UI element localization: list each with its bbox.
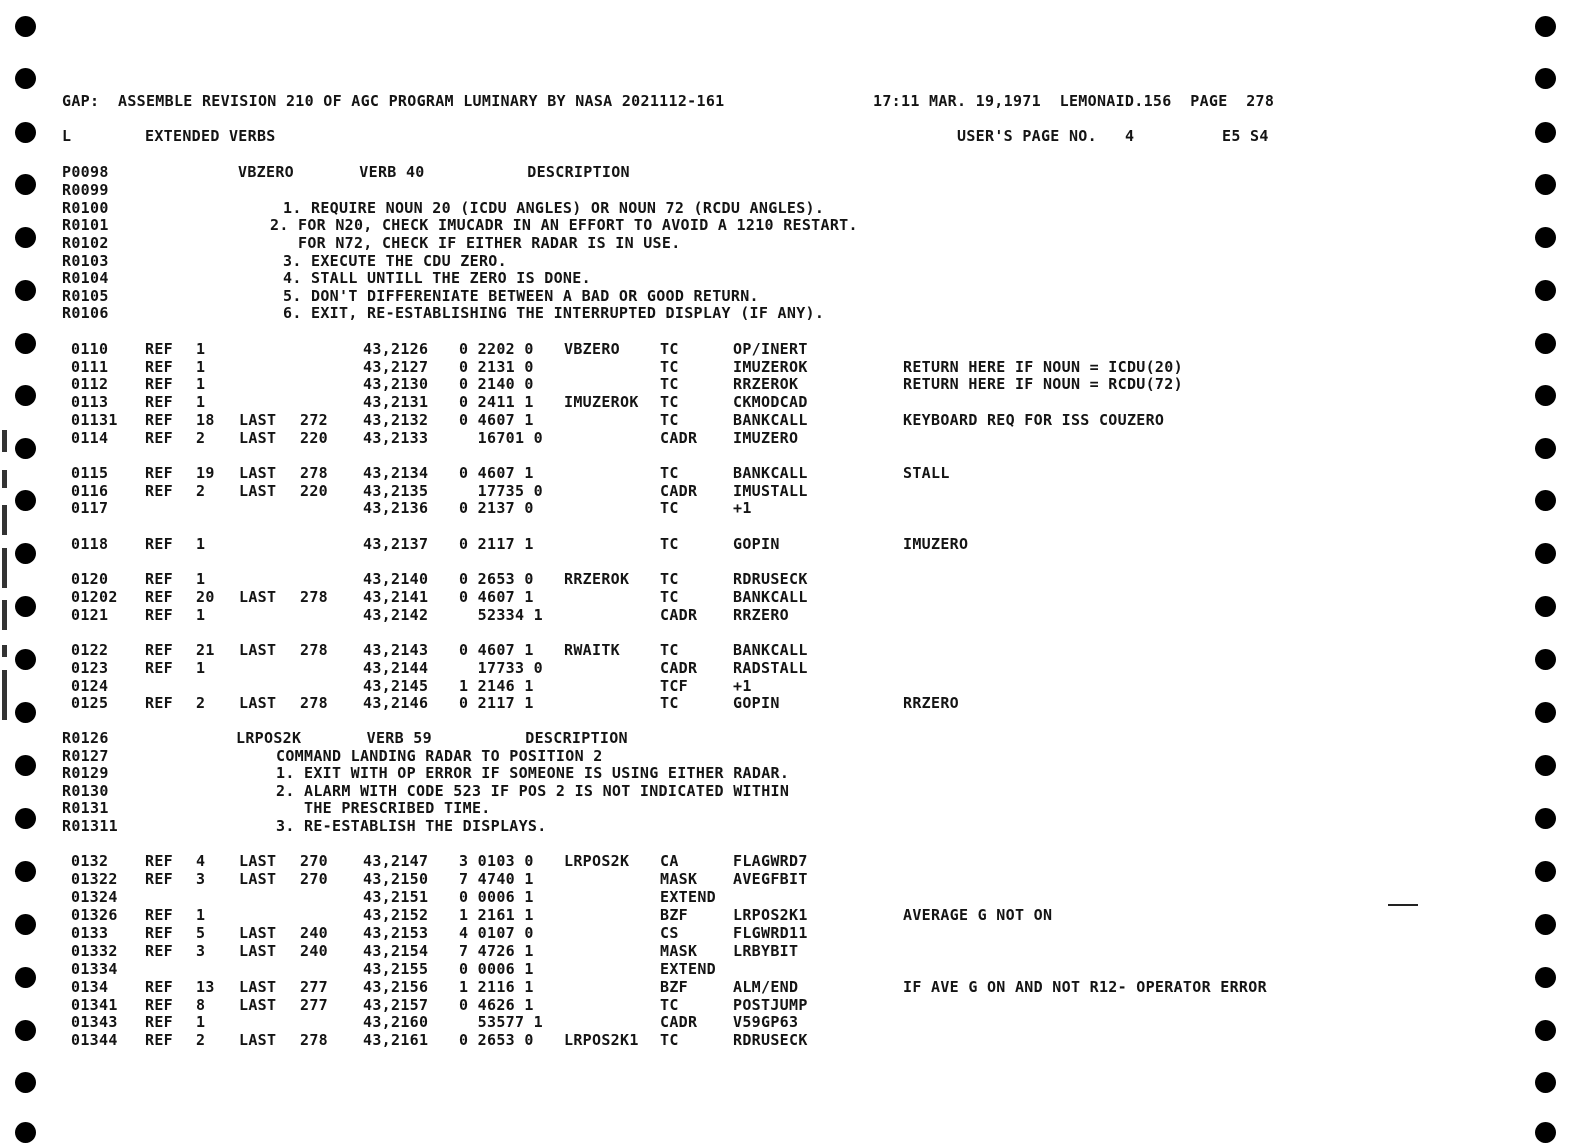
listing-line-number: P0098 — [62, 163, 109, 181]
listing-op: MASK — [660, 870, 698, 888]
listing-word: 0 2131 0 — [459, 358, 534, 376]
listing-comment: IMUZERO — [903, 535, 969, 553]
listing-comment: RRZERO — [903, 694, 959, 712]
listing-refno: 2 — [196, 482, 206, 500]
listing-line-number: 0117 — [71, 499, 109, 517]
listing-line-number: R01311 — [62, 817, 118, 835]
listing-word: 0 2653 0 — [459, 570, 534, 588]
listing-line-number: 0124 — [71, 677, 109, 695]
listing-addr: 43,2146 — [363, 694, 429, 712]
listing-ref: REF — [145, 1013, 173, 1031]
listing-word: 0 4607 1 — [459, 588, 534, 606]
listing-operand: +1 — [733, 499, 752, 517]
listing-description-text: FOR N72, CHECK IF EITHER RADAR IS IN USE. — [270, 234, 681, 252]
listing-word: 7 4726 1 — [459, 942, 534, 960]
listing-line-number: R0101 — [62, 216, 109, 234]
listing-last: LAST — [239, 429, 277, 447]
listing-line-number: 01341 — [71, 996, 118, 1014]
listing-op: EXTEND — [660, 888, 716, 906]
listing-operand: BANKCALL — [733, 588, 808, 606]
listing-word: 52334 1 — [459, 606, 543, 624]
listing-ref: REF — [145, 870, 173, 888]
listing-ref: REF — [145, 393, 173, 411]
section-title: EXTENDED VERBS — [145, 127, 276, 145]
listing-ref: REF — [145, 978, 173, 996]
listing-refno: 4 — [196, 852, 206, 870]
listing-label: RWAITK — [564, 641, 620, 659]
listing-word: 0 2653 0 — [459, 1031, 534, 1049]
listing-op: CADR — [660, 659, 698, 677]
listing-operand: RADSTALL — [733, 659, 808, 677]
listing-op: TC — [660, 358, 679, 376]
listing-refno: 2 — [196, 1031, 206, 1049]
listing-last: LAST — [239, 924, 277, 942]
listing-line-number: 01202 — [71, 588, 118, 606]
listing-line-number: 0122 — [71, 641, 109, 659]
listing-word: 0 4607 1 — [459, 411, 534, 429]
listing-word: 7 4740 1 — [459, 870, 534, 888]
listing-addr: 43,2151 — [363, 888, 429, 906]
listing-addr: 43,2155 — [363, 960, 429, 978]
listing-word: 0 4607 1 — [459, 464, 534, 482]
listing-operand: AVEGFBIT — [733, 870, 808, 888]
sheet-code: E5 S4 — [1222, 127, 1269, 145]
listing-refno: 1 — [196, 535, 206, 553]
listing-comment: KEYBOARD REQ FOR ISS COUZERO — [903, 411, 1165, 429]
listing-line-number: 01332 — [71, 942, 118, 960]
listing-last: LAST — [239, 1031, 277, 1049]
listing-last: LAST — [239, 870, 277, 888]
listing-addr: 43,2150 — [363, 870, 429, 888]
listing-lastno: 240 — [300, 924, 328, 942]
listing-line-number: 0120 — [71, 570, 109, 588]
listing-operand: RDRUSECK — [733, 570, 808, 588]
listing-word: 1 2116 1 — [459, 978, 534, 996]
assembly-title: GAP: ASSEMBLE REVISION 210 OF AGC PROGRAM LUMINARY BY NASA 2021112-161 — [62, 92, 725, 110]
listing-refno: 1 — [196, 393, 206, 411]
listing-operand: OP/INERT — [733, 340, 808, 358]
listing-lastno: 270 — [300, 870, 328, 888]
listing-addr: 43,2161 — [363, 1031, 429, 1049]
listing-word: 4 0107 0 — [459, 924, 534, 942]
listing-word: 17733 0 — [459, 659, 543, 677]
listing-op: TC — [660, 694, 679, 712]
listing-lastno: 220 — [300, 482, 328, 500]
listing-addr: 43,2160 — [363, 1013, 429, 1031]
listing-comment: RETURN HERE IF NOUN = RCDU(72) — [903, 375, 1183, 393]
listing-word: 0 2411 1 — [459, 393, 534, 411]
listing-addr: 43,2143 — [363, 641, 429, 659]
listing-op: TC — [660, 499, 679, 517]
listing-last: LAST — [239, 464, 277, 482]
listing-op: TC — [660, 340, 679, 358]
listing-op: CADR — [660, 1013, 698, 1031]
listing-line-number: R0106 — [62, 304, 109, 322]
listing-ref: REF — [145, 996, 173, 1014]
listing-operand: ALM/END — [733, 978, 799, 996]
listing-description-text: VBZERO VERB 40 DESCRIPTION — [238, 163, 630, 181]
listing-word: 17735 0 — [459, 482, 543, 500]
listing-word: 1 2161 1 — [459, 906, 534, 924]
listing-label: VBZERO — [564, 340, 620, 358]
listing-operand: V59GP63 — [733, 1013, 799, 1031]
listing-op: TC — [660, 1031, 679, 1049]
listing-lastno: 278 — [300, 588, 328, 606]
listing-addr: 43,2153 — [363, 924, 429, 942]
listing-ref: REF — [145, 411, 173, 429]
listing-description-text: 6. EXIT, RE-ESTABLISHING THE INTERRUPTED DISPLAY (IF ANY). — [283, 304, 825, 322]
listing-word: 0 2117 1 — [459, 535, 534, 553]
listing-addr: 43,2137 — [363, 535, 429, 553]
listing-op: TCF — [660, 677, 688, 695]
listing-word: 3 0103 0 — [459, 852, 534, 870]
listing-line-number: 0116 — [71, 482, 109, 500]
listing-operand: BANKCALL — [733, 641, 808, 659]
listing-lastno: 278 — [300, 694, 328, 712]
listing-addr: 43,2133 — [363, 429, 429, 447]
listing-description-text: 5. DON'T DIFFERENIATE BETWEEN A BAD OR GOOD RETURN. — [283, 287, 759, 305]
listing-refno: 2 — [196, 694, 206, 712]
listing-line-number: 0123 — [71, 659, 109, 677]
listing-ref: REF — [145, 482, 173, 500]
listing-operand: FLGWRD11 — [733, 924, 808, 942]
listing-word: 1 2146 1 — [459, 677, 534, 695]
listing-description-text: THE PRESCRIBED TIME. — [276, 799, 491, 817]
listing-ref: REF — [145, 375, 173, 393]
listing-ref: REF — [145, 852, 173, 870]
listing-line-number: 01131 — [71, 411, 118, 429]
listing-operand: IMUSTALL — [733, 482, 808, 500]
listing-line-number: 0112 — [71, 375, 109, 393]
listing-op: TC — [660, 393, 679, 411]
listing-description-text: 2. ALARM WITH CODE 523 IF POS 2 IS NOT INDICATED WITHIN — [276, 782, 790, 800]
listing-word: 0 2202 0 — [459, 340, 534, 358]
listing-addr: 43,2135 — [363, 482, 429, 500]
listing-line-number: 0111 — [71, 358, 109, 376]
listing-refno: 21 — [196, 641, 215, 659]
listing-lastno: 277 — [300, 978, 328, 996]
listing-line-number: R0105 — [62, 287, 109, 305]
listing-line-number: 0114 — [71, 429, 109, 447]
listing-word: 16701 0 — [459, 429, 543, 447]
listing-lastno: 270 — [300, 852, 328, 870]
listing-ref: REF — [145, 535, 173, 553]
listing-operand: POSTJUMP — [733, 996, 808, 1014]
listing-line-number: 0121 — [71, 606, 109, 624]
listing-description-text: LRPOS2K VERB 59 DESCRIPTION — [236, 729, 628, 747]
listing-lastno: 278 — [300, 464, 328, 482]
listing-op: TC — [660, 641, 679, 659]
listing-op: BZF — [660, 978, 688, 996]
listing-refno: 5 — [196, 924, 206, 942]
listing-operand: BANKCALL — [733, 411, 808, 429]
listing-line-number: 01324 — [71, 888, 118, 906]
listing-op: CADR — [660, 606, 698, 624]
listing-addr: 43,2134 — [363, 464, 429, 482]
listing-op: TC — [660, 411, 679, 429]
listing-refno: 1 — [196, 659, 206, 677]
listing-line-number: R0131 — [62, 799, 109, 817]
listing-operand: BANKCALL — [733, 464, 808, 482]
listing-lastno: 240 — [300, 942, 328, 960]
listing-line-number: 0118 — [71, 535, 109, 553]
listing-last: LAST — [239, 996, 277, 1014]
listing-op: BZF — [660, 906, 688, 924]
listing-refno: 19 — [196, 464, 215, 482]
listing-operand: +1 — [733, 677, 752, 695]
listing-addr: 43,2136 — [363, 499, 429, 517]
listing-last: LAST — [239, 588, 277, 606]
listing-refno: 1 — [196, 1013, 206, 1031]
listing-refno: 1 — [196, 570, 206, 588]
listing-description-text: 1. REQUIRE NOUN 20 (ICDU ANGLES) OR NOUN 72 (RCDU ANGLES). — [283, 199, 825, 217]
listing-word: 0 2137 0 — [459, 499, 534, 517]
listing-comment: STALL — [903, 464, 950, 482]
listing-refno: 1 — [196, 375, 206, 393]
listing-word: 53577 1 — [459, 1013, 543, 1031]
listing-comment: IF AVE G ON AND NOT R12- OPERATOR ERROR — [903, 978, 1267, 996]
listing-line-number: 0132 — [71, 852, 109, 870]
listing-line-number: 01322 — [71, 870, 118, 888]
listing-addr: 43,2152 — [363, 906, 429, 924]
listing-refno: 18 — [196, 411, 215, 429]
listing-description-text: 3. RE-ESTABLISH THE DISPLAYS. — [276, 817, 547, 835]
listing-operand: IMUZERO — [733, 429, 799, 447]
listing-last: LAST — [239, 942, 277, 960]
listing-refno: 1 — [196, 906, 206, 924]
listing-refno: 3 — [196, 870, 206, 888]
listing-word: 0 2117 1 — [459, 694, 534, 712]
listing-op: MASK — [660, 942, 698, 960]
listing-comment: RETURN HERE IF NOUN = ICDU(20) — [903, 358, 1183, 376]
listing-last: LAST — [239, 482, 277, 500]
listing-ref: REF — [145, 570, 173, 588]
listing-addr: 43,2157 — [363, 996, 429, 1014]
listing-refno: 8 — [196, 996, 206, 1014]
listing-label: LRPOS2K1 — [564, 1031, 639, 1049]
listing-addr: 43,2154 — [363, 942, 429, 960]
listing-description-text: COMMAND LANDING RADAR TO POSITION 2 — [276, 747, 603, 765]
listing-last: LAST — [239, 694, 277, 712]
listing-line-number: 01344 — [71, 1031, 118, 1049]
listing-line-number: R0126 — [62, 729, 109, 747]
listing-op: TC — [660, 464, 679, 482]
listing-word: 0 2140 0 — [459, 375, 534, 393]
listing-last: LAST — [239, 411, 277, 429]
listing-ref: REF — [145, 340, 173, 358]
listing-lastno: 272 — [300, 411, 328, 429]
listing-lastno: 278 — [300, 1031, 328, 1049]
listing-line-number: R0103 — [62, 252, 109, 270]
section-code: L — [62, 127, 72, 145]
listing-lastno: 277 — [300, 996, 328, 1014]
print-stamp: 17:11 MAR. 19,1971 LEMONAID.156 PAGE 278 — [873, 92, 1275, 110]
listing-operand: RRZERO — [733, 606, 789, 624]
listing-operand: RDRUSECK — [733, 1031, 808, 1049]
listing-refno: 2 — [196, 429, 206, 447]
listing-addr: 43,2130 — [363, 375, 429, 393]
listing-description-text: 1. EXIT WITH OP ERROR IF SOMEONE IS USING EITHER RADAR. — [276, 764, 790, 782]
listing-lastno: 278 — [300, 641, 328, 659]
listing-last: LAST — [239, 978, 277, 996]
listing-op: CS — [660, 924, 679, 942]
listing-label: RRZEROK — [564, 570, 630, 588]
listing-op: TC — [660, 570, 679, 588]
listing-line-number: 01326 — [71, 906, 118, 924]
listing-line-number: 01334 — [71, 960, 118, 978]
listing-addr: 43,2145 — [363, 677, 429, 695]
listing-refno: 1 — [196, 340, 206, 358]
listing-line-number: R0102 — [62, 234, 109, 252]
listing-word: 0 4607 1 — [459, 641, 534, 659]
listing-label: LRPOS2K — [564, 852, 630, 870]
listing-ref: REF — [145, 588, 173, 606]
listing-label: IMUZEROK — [564, 393, 639, 411]
listing-line-number: 0125 — [71, 694, 109, 712]
listing-op: TC — [660, 588, 679, 606]
listing-addr: 43,2131 — [363, 393, 429, 411]
listing-op: CADR — [660, 429, 698, 447]
listing-op: EXTEND — [660, 960, 716, 978]
listing-op: CADR — [660, 482, 698, 500]
listing-line-number: 0134 — [71, 978, 109, 996]
listing-operand: IMUZEROK — [733, 358, 808, 376]
listing-description-text: 4. STALL UNTILL THE ZERO IS DONE. — [283, 269, 591, 287]
listing-line-number: 0110 — [71, 340, 109, 358]
listing-refno: 1 — [196, 358, 206, 376]
listing-ref: REF — [145, 694, 173, 712]
listing-addr: 43,2144 — [363, 659, 429, 677]
listing-line-number: 0133 — [71, 924, 109, 942]
listing-operand: RRZEROK — [733, 375, 799, 393]
listing-word: 0 0006 1 — [459, 960, 534, 978]
listing-operand: CKMODCAD — [733, 393, 808, 411]
listing-addr: 43,2126 — [363, 340, 429, 358]
listing-ref: REF — [145, 942, 173, 960]
listing-refno: 20 — [196, 588, 215, 606]
listing-word: 0 4626 1 — [459, 996, 534, 1014]
listing-addr: 43,2156 — [363, 978, 429, 996]
listing-refno: 1 — [196, 606, 206, 624]
listing-ref: REF — [145, 641, 173, 659]
listing-word: 0 0006 1 — [459, 888, 534, 906]
listing-operand: LRBYBIT — [733, 942, 799, 960]
listing-op: TC — [660, 996, 679, 1014]
listing-line-number: R0099 — [62, 181, 109, 199]
listing-addr: 43,2141 — [363, 588, 429, 606]
listing-ref: REF — [145, 464, 173, 482]
listing-line-number: R0104 — [62, 269, 109, 287]
listing-last: LAST — [239, 641, 277, 659]
listing-line-number: 01343 — [71, 1013, 118, 1031]
listing-addr: 43,2147 — [363, 852, 429, 870]
user-page-number: USER'S PAGE NO. 4 — [957, 127, 1135, 145]
listing-operand: LRPOS2K1 — [733, 906, 808, 924]
listing-ref: REF — [145, 429, 173, 447]
listing-line-number: 0113 — [71, 393, 109, 411]
listing-operand: GOPIN — [733, 535, 780, 553]
listing-ref: REF — [145, 659, 173, 677]
listing-refno: 3 — [196, 942, 206, 960]
listing-addr: 43,2140 — [363, 570, 429, 588]
listing-operand: GOPIN — [733, 694, 780, 712]
listing-ref: REF — [145, 906, 173, 924]
listing-op: TC — [660, 375, 679, 393]
listing-description-text: 3. EXECUTE THE CDU ZERO. — [283, 252, 507, 270]
listing-lastno: 220 — [300, 429, 328, 447]
listing-op: CA — [660, 852, 679, 870]
listing-line-number: 0115 — [71, 464, 109, 482]
listing-addr: 43,2127 — [363, 358, 429, 376]
listing-addr: 43,2132 — [363, 411, 429, 429]
listing-ref: REF — [145, 1031, 173, 1049]
listing-op: TC — [660, 535, 679, 553]
listing-addr: 43,2142 — [363, 606, 429, 624]
listing-last: LAST — [239, 852, 277, 870]
listing-line-number: R0100 — [62, 199, 109, 217]
listing-line-number: R0127 — [62, 747, 109, 765]
listing-operand: FLAGWRD7 — [733, 852, 808, 870]
listing-line-number: R0129 — [62, 764, 109, 782]
listing-description-text: 2. FOR N20, CHECK IMUCADR IN AN EFFORT TO AVOID A 1210 RESTART. — [270, 216, 858, 234]
listing-refno: 13 — [196, 978, 215, 996]
listing-ref: REF — [145, 606, 173, 624]
listing-ref: REF — [145, 358, 173, 376]
listing-comment: AVERAGE G NOT ON — [903, 906, 1053, 924]
listing-ref: REF — [145, 924, 173, 942]
listing-line-number: R0130 — [62, 782, 109, 800]
